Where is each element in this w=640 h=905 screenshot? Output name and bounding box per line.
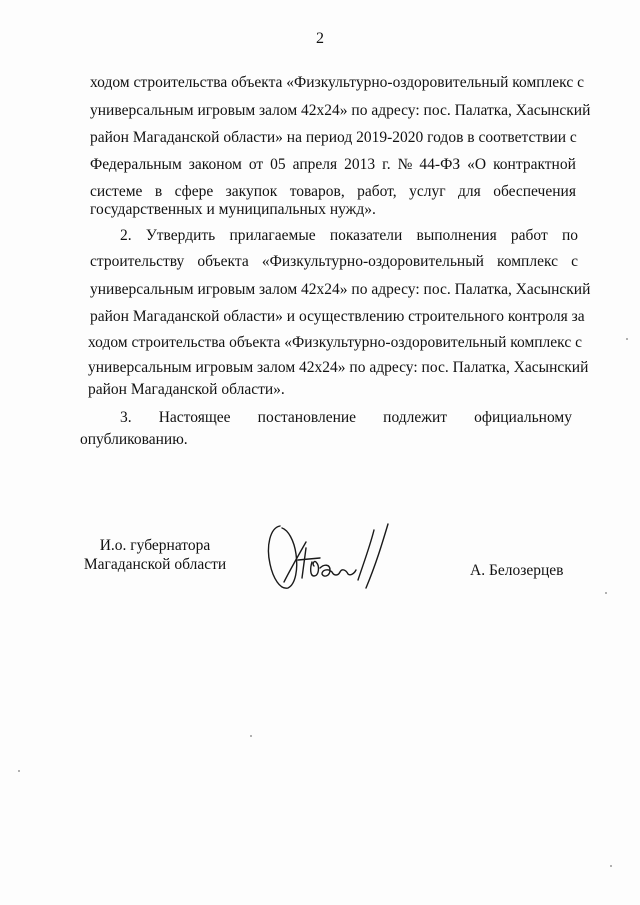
scan-speck (605, 592, 607, 594)
signatory-name: А. Белозерцев (470, 562, 564, 579)
paragraph-1-line-2: универсальным игровым залом 42х24» по адресу: пос. Палатка, Хасынский (90, 102, 591, 119)
word: закупок (225, 183, 278, 200)
paragraph-2-line-5: ходом строительства объекта «Физкультурно-оздоровительный комплекс с (88, 334, 582, 351)
paragraph-1-line-3: район Магаданской области» на период 2019-2020 годов в соответствии с (90, 129, 577, 146)
paragraph-1-line-5 (90, 182, 576, 202)
word: 2013 (344, 156, 376, 173)
word: от (248, 156, 264, 173)
word: в (154, 183, 163, 200)
paragraph-1-line-4 (90, 155, 576, 175)
word: строительству (90, 253, 185, 270)
word: контрактной (493, 156, 576, 173)
word: комплекс (497, 253, 558, 270)
word: постановление (257, 409, 357, 426)
paragraph-1-line-1: ходом строительства объекта «Физкультурно-оздоровительный комплекс с (90, 74, 584, 91)
word: объекта (197, 253, 249, 270)
word: Настоящее (158, 409, 231, 426)
paragraph-1-line-6: государственных и муниципальных нужд». (90, 201, 376, 218)
word: сфере (174, 183, 214, 200)
word: 3. (120, 409, 132, 426)
page-number: 2 (316, 30, 324, 47)
paragraph-2-line-1 (120, 226, 578, 246)
word: апреля (292, 156, 338, 173)
word: показатели (329, 227, 403, 244)
scan-speck (626, 338, 628, 340)
scan-speck (610, 865, 612, 867)
word: для (458, 183, 481, 200)
word: законом (188, 156, 242, 173)
word: «Физкультурно-оздоровительный (261, 253, 484, 270)
word: Утвердить (145, 227, 216, 244)
word: выполнения (416, 227, 497, 244)
word: товаров, (289, 183, 345, 200)
scan-speck (18, 770, 20, 772)
paragraph-3-line-2: опубликованию. (80, 431, 188, 448)
paragraph-3-line-1 (120, 408, 572, 428)
word: № (397, 156, 413, 173)
signatory-title-line-1: И.о. губернатора (99, 537, 211, 554)
word: обеспечения (493, 183, 576, 200)
paragraph-2-line-2 (90, 252, 578, 272)
word: работ, (357, 183, 397, 200)
word: услуг (409, 183, 446, 200)
signatory-title (80, 536, 230, 574)
paragraph-2-line-3: универсальным игровым залом 42х24» по адресу: пос. Палатка, Хасынский (90, 281, 591, 298)
word: 44-ФЗ (419, 156, 461, 173)
word: по (561, 227, 578, 244)
word: Федеральным (90, 156, 182, 173)
handwritten-signature (262, 518, 412, 600)
word: с (571, 253, 578, 270)
word: 05 (270, 156, 286, 173)
word: г. (382, 156, 391, 173)
word: 2. (120, 227, 132, 244)
word: системе (90, 183, 143, 200)
word: официальному (474, 409, 572, 426)
scan-speck (250, 735, 252, 737)
word: работ (510, 227, 548, 244)
word: подлежит (383, 409, 448, 426)
word: «О (467, 156, 487, 173)
paragraph-2-line-6: универсальным игровым залом 42х24» по адресу: пос. Палатка, Хасынский (88, 359, 589, 376)
word: прилагаемые (229, 227, 316, 244)
paragraph-2-line-7: район Магаданской области». (88, 381, 285, 398)
paragraph-2-line-4: район Магаданской области» и осуществлению строительного контроля за (90, 308, 585, 325)
signatory-title-line-2: Магаданской области (83, 556, 227, 573)
